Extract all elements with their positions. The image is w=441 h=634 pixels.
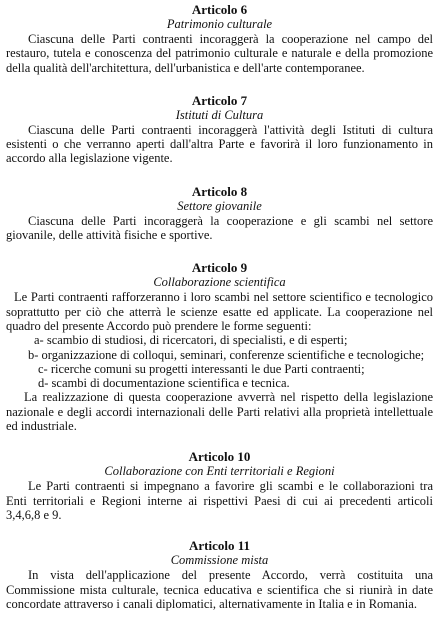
article-subtitle: Istituti di Cultura <box>175 107 264 122</box>
article-paragraph: Ciascuna delle Parti incoraggerà la cooperazione e gli scambi nel settore giovanile, delle attività fisiche e sportive. <box>6 213 433 243</box>
article-title: Articolo 11 <box>188 538 250 554</box>
list-item: a- scambio di studiosi, di ricercatori, di specialisti, e di esperti; <box>34 333 348 348</box>
article-7 <box>6 93 433 166</box>
article-subtitle: Collaborazione con Enti territoriali e Regioni <box>104 464 335 479</box>
article-paragraph: Ciascuna delle Parti contraenti incoraggerà la cooperazione nel campo del restauro, tutela e conoscenza del patrimonio culturale e naturale e della promozione della qualità dell'architettura, dell'urbanistica e dell'arte contemporanee. <box>6 32 433 75</box>
article-6 <box>6 2 433 75</box>
article-title: Articolo 7 <box>191 92 248 108</box>
article-title: Articolo 8 <box>191 183 248 199</box>
article-title: Articolo 10 <box>188 449 251 465</box>
article-subtitle: Settore giovanile <box>177 198 262 213</box>
article-9 <box>6 260 433 433</box>
article-subtitle: Patrimonio culturale <box>166 17 273 31</box>
list-item: d- scambi di documentazione scientifica e tecnica. <box>38 376 290 391</box>
article-paragraph: Le Parti contraenti rafforzeranno i loro scambi nel settore scientifico e tecnologico soprattutto per ciò che atterrà le scienze esatte ed applicate. La cooperazione nel quadro del presente Accordo può prendere le forme seguenti: <box>6 290 433 333</box>
article-paragraph: Ciascuna delle Parti contraenti incoraggerà l'attività degli Istituti di cultura esistenti o che verranno aperti dall'altra Parte e favorirà il loro funzionamento in accordo alla legislazione vigente. <box>6 122 433 166</box>
list-item: b- organizzazione di colloqui, seminari, conferenze scientifiche e tecnologiche; <box>28 347 425 362</box>
document-page <box>0 2 441 634</box>
article-8 <box>6 184 433 243</box>
article-subtitle: Collaborazione scientifica <box>153 275 286 290</box>
article-paragraph: Le Parti contraenti si impegnano a favorire gli scambi e le collaborazioni tra Enti territoriali e Regioni interne ai rispettivi Paesi di cui ai precedenti articoli 3,4,6,8 e 9. <box>6 479 433 522</box>
article-11 <box>6 538 433 611</box>
article-title: Articolo 6 <box>191 2 248 17</box>
article-subtitle: Commissione mista <box>170 553 269 568</box>
article-paragraph: In vista dell'applicazione del presente Accordo, verrà costituita una Commissione mista culturale, tecnica educativa e scientifica che si riunirà in date concordate attraverso i canali diplomatici, alternativamente in Italia e in Romania. <box>6 568 433 611</box>
article-closing-paragraph: La realizzazione di questa cooperazione avverrà nel rispetto della legislazione nazionale e degli accordi internazionali delle Parti relativi alla proprietà intellettuale ed industriale. <box>6 390 433 434</box>
list-item: c- ricerche comuni su progetti interessanti le due Parti contraenti; <box>38 361 365 376</box>
article-title: Articolo 9 <box>191 260 248 276</box>
article-10 <box>6 449 433 522</box>
